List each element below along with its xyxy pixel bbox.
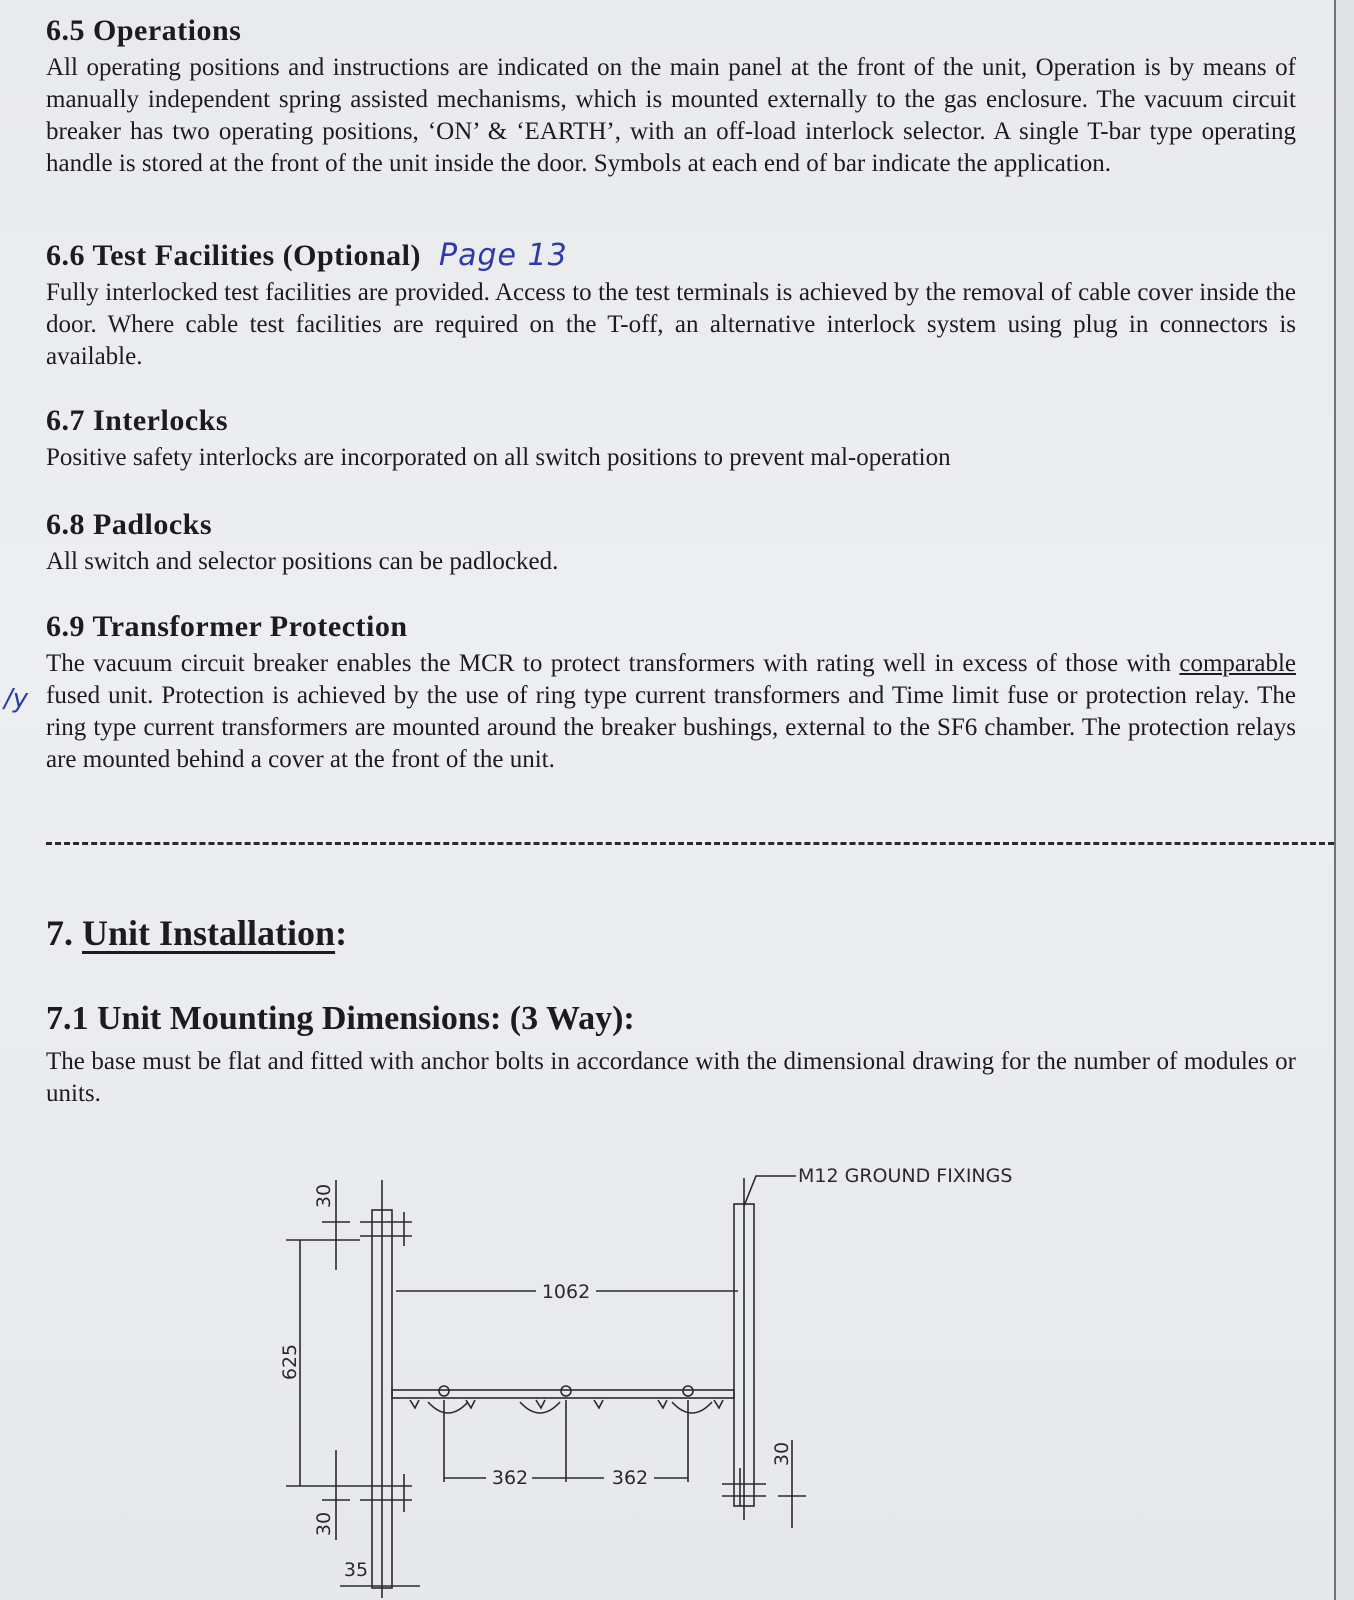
section-body: All switch and selector positions can be padlocked. — [46, 548, 559, 575]
section-body: All operating positions and instructions are indicated on the main panel at the front of the unit, Operation is by means of manually independent spring assisted mechanisms, which is mounted externally to the gas enclosure. The vacuum circuit breaker has two operating positions, ‘ON’ & ‘EARTH’, with an off-load interlock selector. A single T-bar type operating handle is stored at the front of the unit inside the door. Symbols at each end of bar indicate the application. — [46, 54, 1296, 177]
dim-width: 1062 — [541, 1281, 591, 1303]
section-heading: 6.8 Padlocks — [46, 508, 213, 541]
dim-spacing-1: 362 — [491, 1467, 529, 1489]
section-heading: 6.5 Operations — [46, 14, 242, 47]
chapter-title: 7. Unit Installation: — [46, 913, 348, 953]
anchor-bolt-markers — [360, 1212, 766, 1512]
dim-edge: 35 — [343, 1559, 369, 1581]
dim-top-offset: 30 — [313, 1183, 335, 1209]
section-heading: 6.6 Test Facilities (Optional) Page 13 — [46, 238, 568, 273]
underlined-word: comparable — [1179, 650, 1296, 677]
handwritten-note: Page 13 — [439, 238, 568, 273]
dim-spacing-2: 362 — [611, 1467, 649, 1489]
dim-depth: 625 — [279, 1343, 301, 1381]
section-body: The base must be flat and fitted with anchor bolts in accordance with the dimensional drawing for the number of modules or units. — [46, 1048, 1296, 1107]
section-heading: 6.9 Transformer Protection — [46, 610, 408, 643]
dim-bottom-offset: 30 — [313, 1511, 335, 1537]
handwritten-margin-mark: /y — [4, 684, 29, 714]
section-heading: 6.7 Interlocks — [46, 404, 228, 437]
section-heading: 7.1 Unit Mounting Dimensions: (3 Way): — [46, 1000, 635, 1037]
section-body: The vacuum circuit breaker enables the MCR to protect transformers with rating well in excess of those with comparable fused unit. Protection is achieved by the use of ring type current transformers and Time limit fuse or protection relay. The ring type current transformers are mounted around the breaker bushings, external to the SF6 chamber. The protection relays are mounted behind a cover at the front of the unit. — [46, 650, 1296, 773]
section-body: Fully interlocked test facilities are provided. Access to the test terminals is achieved by the removal of cable cover inside the door. Where cable test facilities are required on the T-off, an alternative interlock system using plug in connectors is available. — [46, 279, 1296, 370]
label-ground-fixings: M12 GROUND FIXINGS — [798, 1165, 1013, 1187]
dim-right-offset: 30 — [771, 1441, 793, 1467]
section-body: Positive safety interlocks are incorporated on all switch positions to prevent mal-operation — [46, 444, 951, 471]
